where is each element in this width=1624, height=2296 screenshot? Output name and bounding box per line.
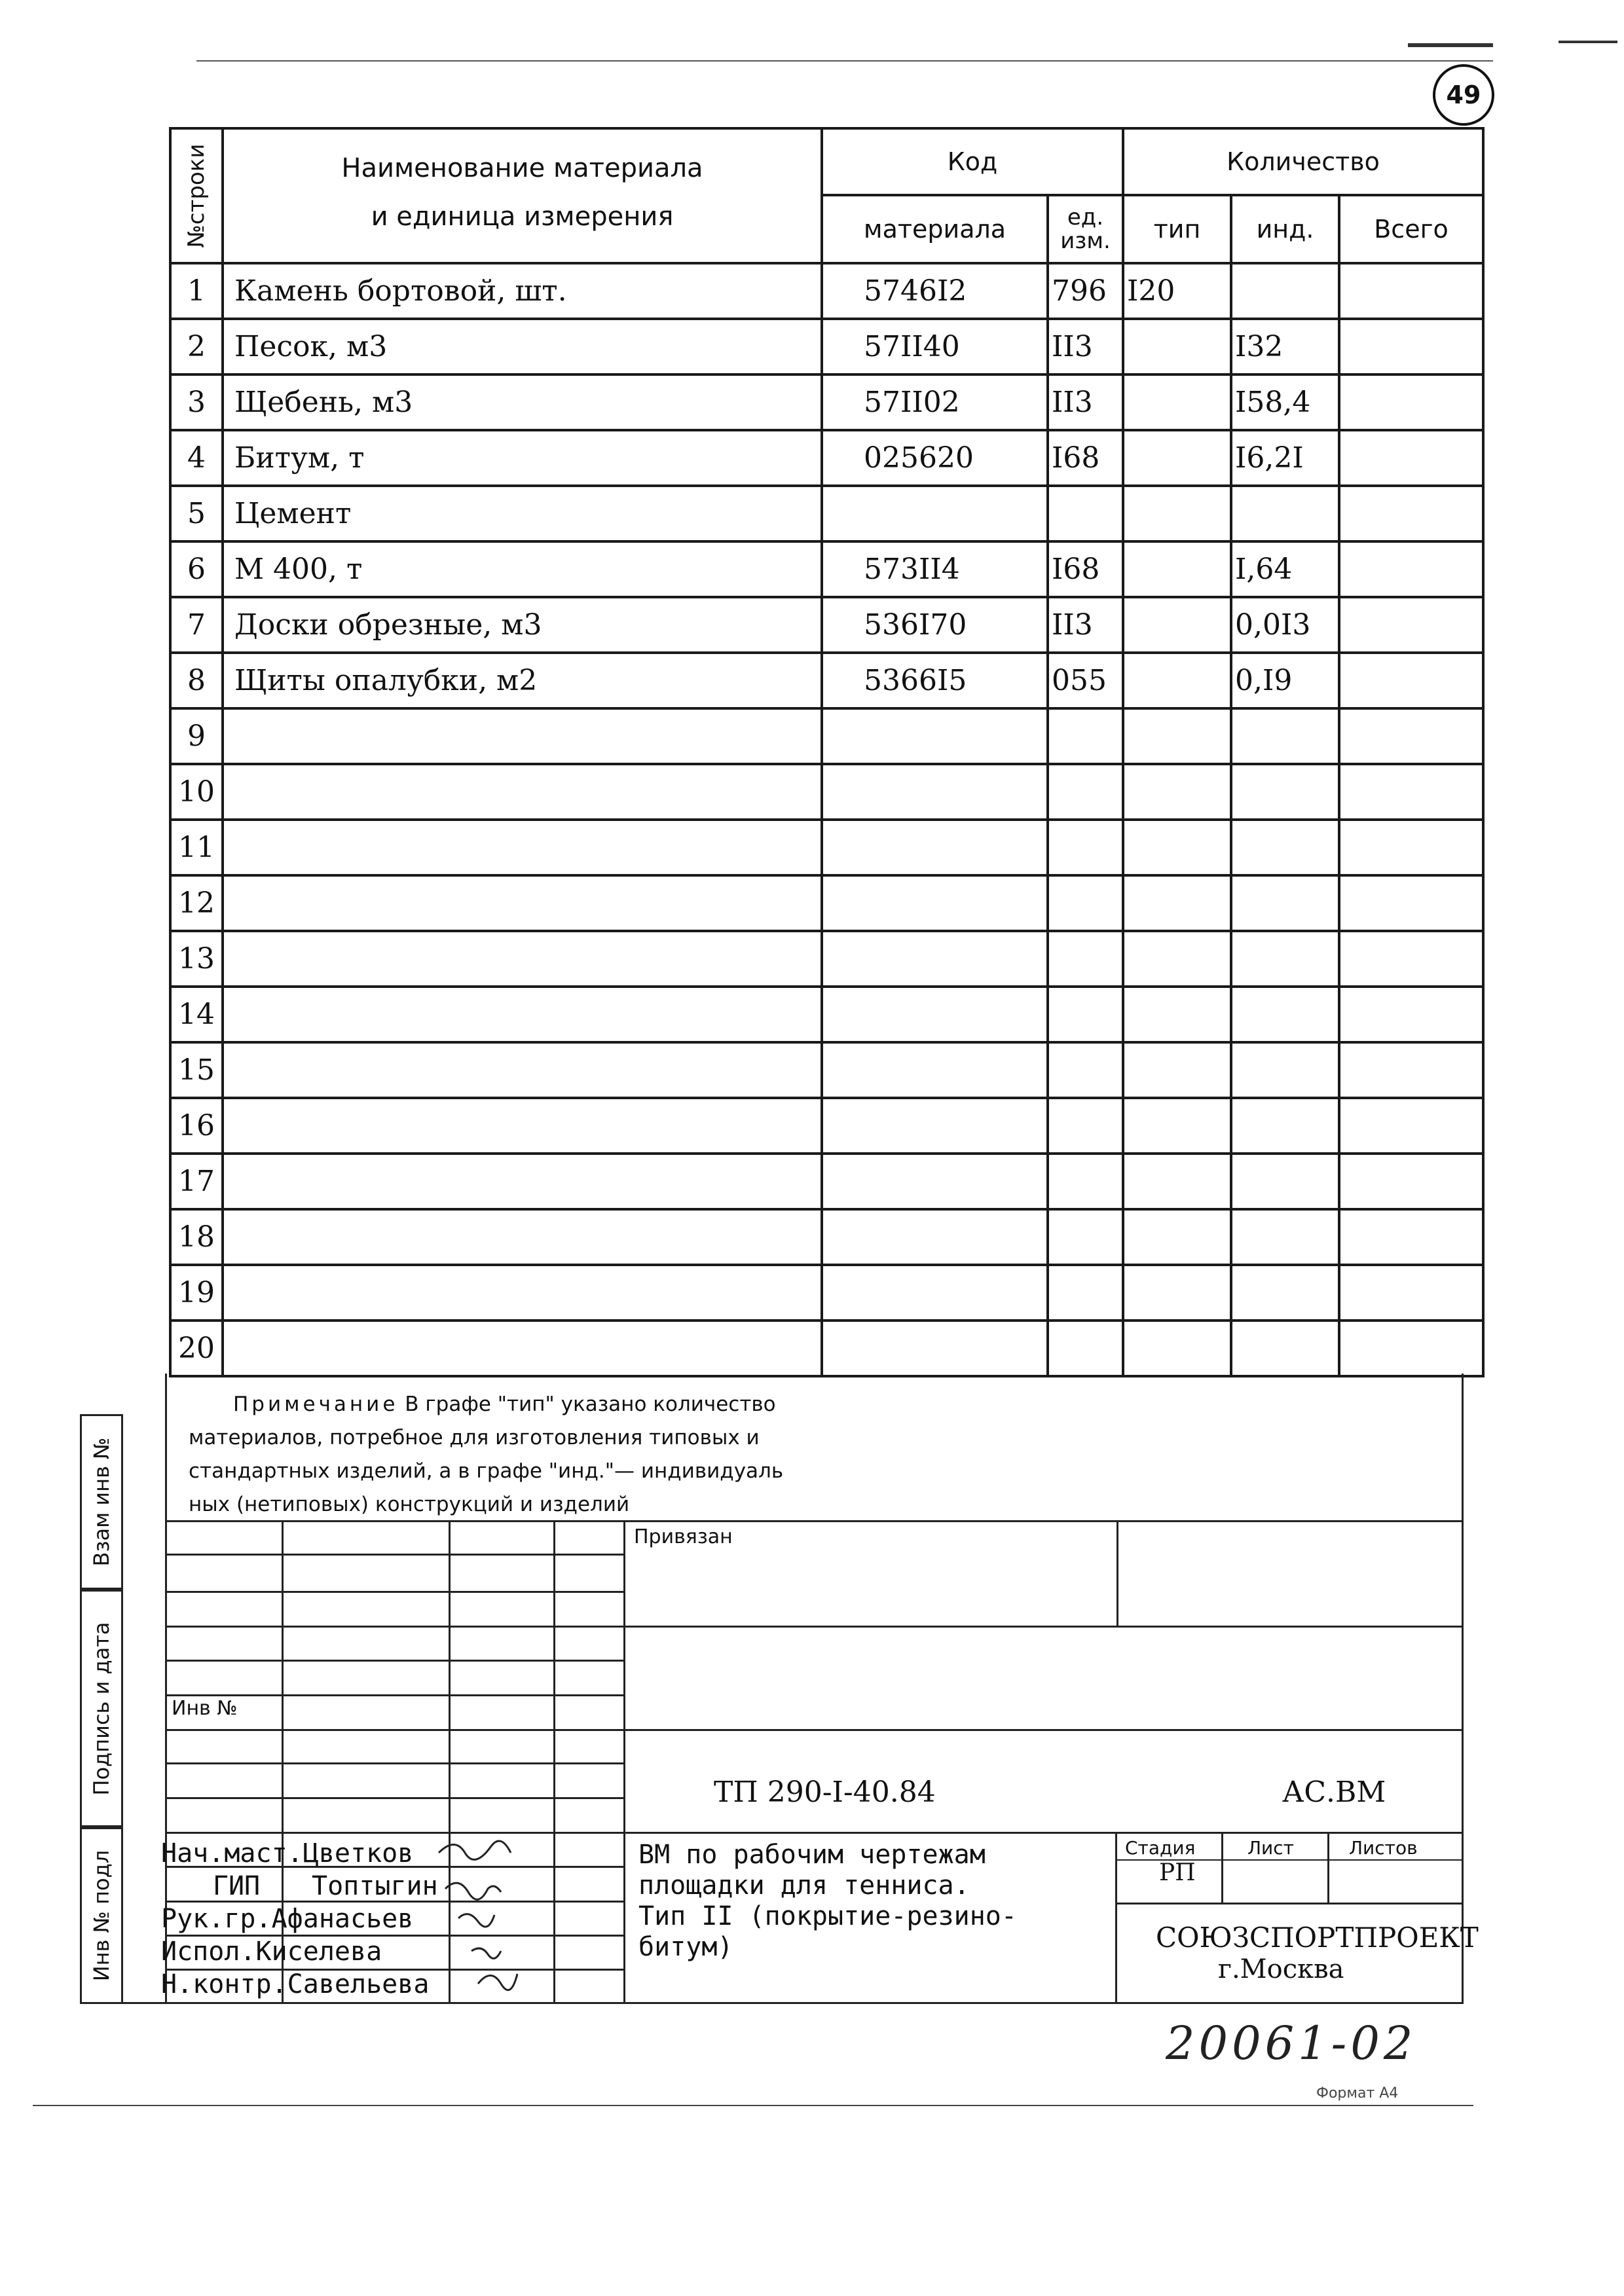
material-code-cell: 57II02 — [822, 374, 1048, 430]
notes-line-3: стандартных изделий, а в графе "инд."— индивидуаль — [189, 1459, 784, 1483]
notes-title: Примечание — [233, 1393, 399, 1416]
individual-qty-cell: I,64 — [1231, 541, 1339, 597]
row-number-cell: 8 — [170, 653, 223, 708]
table-row — [170, 486, 1483, 541]
unit-cell — [1048, 987, 1123, 1042]
type-qty-cell — [1123, 875, 1231, 931]
table-row — [170, 263, 1483, 319]
material-name-cell: Битум, т — [223, 430, 822, 486]
table-row — [170, 820, 1483, 875]
table-row — [170, 1265, 1483, 1321]
type-qty-cell — [1123, 1098, 1231, 1154]
unit-header: ед. изм. — [1048, 195, 1123, 263]
material-code-cell — [822, 764, 1048, 820]
signature-1 — [439, 1841, 511, 1859]
row-number-cell: 17 — [170, 1154, 223, 1209]
unit-cell — [1048, 708, 1123, 764]
type-qty-cell — [1123, 319, 1231, 374]
unit-cell — [1048, 820, 1123, 875]
tb-bottom-line — [80, 2002, 1464, 2004]
document-description — [638, 1840, 1017, 1963]
quantity-group-header: Количество — [1123, 128, 1483, 195]
type-qty-cell: I20 — [1123, 263, 1231, 319]
sheet-number: 49 — [1433, 64, 1494, 126]
total-qty-cell — [1339, 820, 1483, 875]
individual-qty-cell — [1231, 708, 1339, 764]
bottom-border-line — [33, 2105, 1473, 2106]
signature-2 — [445, 1883, 501, 1899]
materials-table-body — [170, 263, 1483, 1376]
type-qty-cell — [1123, 1042, 1231, 1098]
total-qty-cell — [1339, 541, 1483, 597]
row-number-cell: 14 — [170, 987, 223, 1042]
unit-cell — [1048, 931, 1123, 987]
type-qty-cell — [1123, 1209, 1231, 1265]
total-qty-cell — [1339, 374, 1483, 430]
type-qty-cell — [1123, 820, 1231, 875]
row-number-cell: 13 — [170, 931, 223, 987]
unit-cell: I68 — [1048, 430, 1123, 486]
total-qty-cell — [1339, 430, 1483, 486]
type-qty-cell — [1123, 708, 1231, 764]
total-qty-cell — [1339, 1321, 1483, 1376]
tb-row-3 — [165, 1626, 1464, 1628]
individual-qty-cell — [1231, 1154, 1339, 1209]
unit-cell: II3 — [1048, 597, 1123, 653]
doc-code: ТП 290-I-40.84 — [714, 1776, 936, 1809]
material-name-cell — [223, 764, 822, 820]
tb-row-8 — [165, 1797, 623, 1799]
table-row — [170, 987, 1483, 1042]
sheet-label: Лист — [1247, 1837, 1294, 1859]
type-qty-cell — [1123, 430, 1231, 486]
row-number-cell: 18 — [170, 1209, 223, 1265]
attached-label: Привязан — [634, 1525, 733, 1548]
row-number-cell: 3 — [170, 374, 223, 430]
material-code-cell — [822, 987, 1048, 1042]
table-row — [170, 374, 1483, 430]
top-scan-mark — [1408, 43, 1493, 47]
material-code-cell: 573II4 — [822, 541, 1048, 597]
notes-bottom-line — [165, 1520, 1464, 1522]
total-qty-cell — [1339, 764, 1483, 820]
row-number-cell: 5 — [170, 486, 223, 541]
stage-bottom-line — [1115, 1903, 1462, 1904]
material-code-cell: 5366I5 — [822, 653, 1048, 708]
unit-cell — [1048, 875, 1123, 931]
total-qty-cell — [1339, 1042, 1483, 1098]
stage-col-divider-1 — [1221, 1832, 1223, 1904]
total-qty-cell — [1339, 486, 1483, 541]
stage-label: Стадия — [1125, 1837, 1196, 1859]
signature-3 — [458, 1914, 494, 1927]
row-number-cell: 6 — [170, 541, 223, 597]
material-name-cell — [223, 1042, 822, 1098]
individual-qty-cell — [1231, 1209, 1339, 1265]
individual-qty-cell: I32 — [1231, 319, 1339, 374]
unit-cell: 796 — [1048, 263, 1123, 319]
table-row — [170, 931, 1483, 987]
material-name-cell — [223, 1098, 822, 1154]
unit-cell — [1048, 1098, 1123, 1154]
material-name-cell — [223, 1321, 822, 1376]
type-qty-cell — [1123, 374, 1231, 430]
side-replaced-inv-cell: Взам инв № — [80, 1414, 123, 1590]
individual-qty-cell — [1231, 875, 1339, 931]
inv-no-label: Инв № — [172, 1697, 238, 1720]
description-line-4: битум) — [638, 1932, 733, 1962]
top-scan-mark-right — [1559, 41, 1617, 43]
table-row — [170, 653, 1483, 708]
unit-cell: II3 — [1048, 319, 1123, 374]
type-qty-cell — [1123, 486, 1231, 541]
table-row — [170, 597, 1483, 653]
table-row — [170, 319, 1483, 374]
notes-line-4: ных (нетиповых) конструкций и изделий — [189, 1493, 630, 1516]
individual-qty-cell — [1231, 1265, 1339, 1321]
top-border-line — [196, 60, 1493, 62]
individual-qty-cell: I6,2I — [1231, 430, 1339, 486]
material-code-cell — [822, 1098, 1048, 1154]
type-qty-cell — [1123, 541, 1231, 597]
unit-cell — [1048, 1209, 1123, 1265]
material-name-cell — [223, 931, 822, 987]
material-name-cell: Песок, м3 — [223, 319, 822, 374]
material-code-cell — [822, 708, 1048, 764]
stage-col-divider-2 — [1327, 1832, 1329, 1904]
unit-cell — [1048, 1154, 1123, 1209]
individual-qty-cell: I58,4 — [1231, 374, 1339, 430]
unit-cell: II3 — [1048, 374, 1123, 430]
total-qty-cell — [1339, 1265, 1483, 1321]
type-qty-cell — [1123, 931, 1231, 987]
material-name-cell — [223, 1154, 822, 1209]
row-number-cell: 11 — [170, 820, 223, 875]
archive-number: 20061-02 — [1166, 2016, 1417, 2070]
staff-row-5: Н.контр.Савельева — [161, 1969, 430, 1999]
material-code-cell — [822, 1209, 1048, 1265]
total-qty-cell — [1339, 597, 1483, 653]
type-qty-cell — [1123, 1265, 1231, 1321]
individual-header: инд. — [1231, 195, 1339, 263]
staff-row-3: Рук.гр.Афанасьев — [161, 1904, 414, 1934]
row-number-cell: 16 — [170, 1098, 223, 1154]
materials-table — [169, 127, 1485, 1377]
material-name-cell: Щиты опалубки, м2 — [223, 653, 822, 708]
material-name-cell: М 400, т — [223, 541, 822, 597]
material-code-cell — [822, 1154, 1048, 1209]
unit-cell — [1048, 1321, 1123, 1376]
total-qty-cell — [1339, 319, 1483, 374]
format-label: Формат А4 — [1316, 2085, 1399, 2102]
notes-block — [189, 1388, 1007, 1522]
unit-cell — [1048, 1042, 1123, 1098]
total-qty-cell — [1339, 1154, 1483, 1209]
total-qty-cell — [1339, 987, 1483, 1042]
material-name-cell: Камень бортовой, шт. — [223, 263, 822, 319]
row-number-cell: 4 — [170, 430, 223, 486]
row-number-cell: 12 — [170, 875, 223, 931]
staff-row-1: Нач.маст.Цветков — [161, 1838, 414, 1868]
type-qty-cell — [1123, 597, 1231, 653]
total-qty-cell — [1339, 875, 1483, 931]
unit-cell — [1048, 486, 1123, 541]
material-code-cell — [822, 820, 1048, 875]
signatures-svg — [393, 1827, 589, 2003]
staff-row-2: ГИП Топтыгин — [212, 1871, 438, 1901]
material-code-cell — [822, 1265, 1048, 1321]
row-number-cell: 2 — [170, 319, 223, 374]
stage-left-border — [1115, 1832, 1117, 2002]
material-name-cell — [223, 987, 822, 1042]
material-name-cell — [223, 820, 822, 875]
tb-row-1 — [165, 1554, 623, 1556]
row-number-cell: 9 — [170, 708, 223, 764]
description-line-3: Тип II (покрытие-резино- — [638, 1901, 1017, 1931]
side-signature-date-cell: Подпись и дата — [80, 1590, 123, 1827]
table-row — [170, 1209, 1483, 1265]
row-number-cell: 7 — [170, 597, 223, 653]
individual-qty-cell — [1231, 931, 1339, 987]
table-row — [170, 1098, 1483, 1154]
total-qty-cell — [1339, 263, 1483, 319]
type-qty-cell — [1123, 1321, 1231, 1376]
total-header: Всего — [1339, 195, 1483, 263]
material-code-cell: 57II40 — [822, 319, 1048, 374]
signature-5 — [478, 1974, 517, 1990]
table-row — [170, 764, 1483, 820]
staff-row-4: Испол.Киселева — [161, 1937, 382, 1967]
tb-attached-divider — [1116, 1520, 1118, 1626]
individual-qty-cell — [1231, 486, 1339, 541]
individual-qty-cell — [1231, 987, 1339, 1042]
material-code-cell — [822, 1321, 1048, 1376]
code-group-header: Код — [822, 128, 1123, 195]
material-code-cell: 536I70 — [822, 597, 1048, 653]
doc-mark: АС.ВМ — [1282, 1776, 1386, 1809]
individual-qty-cell — [1231, 263, 1339, 319]
organization-name: СОЮЗСПОРТПРОЕКТ — [1156, 1922, 1479, 1954]
row-number-cell: 1 — [170, 263, 223, 319]
signature-4 — [471, 1948, 501, 1958]
type-qty-cell — [1123, 764, 1231, 820]
total-qty-cell — [1339, 653, 1483, 708]
tb-row-5 — [165, 1694, 623, 1696]
material-code-cell — [822, 875, 1048, 931]
notes-line-1: В графе "тип" указано количество — [405, 1393, 776, 1416]
table-row — [170, 875, 1483, 931]
sheets-label: Листов — [1349, 1837, 1418, 1859]
table-row — [170, 430, 1483, 486]
material-code-cell: 025620 — [822, 430, 1048, 486]
row-number-cell: 19 — [170, 1265, 223, 1321]
individual-qty-cell — [1231, 764, 1339, 820]
row-number-cell: 20 — [170, 1321, 223, 1376]
table-row — [170, 708, 1483, 764]
notes-line-2: материалов, потребное для изготовления типовых и — [189, 1426, 760, 1449]
table-row — [170, 1321, 1483, 1376]
side-orig-inv-cell: Инв № подл — [80, 1827, 123, 2004]
tb-col-4 — [623, 1520, 625, 2003]
total-qty-cell — [1339, 1209, 1483, 1265]
organization-city: г.Москва — [1218, 1954, 1344, 1984]
description-line-2: площадки для тенниса. — [638, 1870, 970, 1901]
material-name-cell: Щебень, м3 — [223, 374, 822, 430]
table-row — [170, 1154, 1483, 1209]
total-qty-cell — [1339, 931, 1483, 987]
tb-row-6 — [165, 1729, 1464, 1731]
material-name-cell — [223, 1265, 822, 1321]
individual-qty-cell: 0,0I3 — [1231, 597, 1339, 653]
individual-qty-cell: 0,I9 — [1231, 653, 1339, 708]
material-code-cell — [822, 1042, 1048, 1098]
unit-cell: 055 — [1048, 653, 1123, 708]
unit-cell: I68 — [1048, 541, 1123, 597]
row-number-cell: 15 — [170, 1042, 223, 1098]
material-name-cell — [223, 875, 822, 931]
individual-qty-cell — [1231, 1098, 1339, 1154]
stage-value: РП — [1159, 1859, 1196, 1886]
tb-row-4 — [165, 1660, 623, 1662]
material-code-cell — [822, 931, 1048, 987]
tb-row-7 — [165, 1762, 623, 1764]
material-name-cell — [223, 1209, 822, 1265]
material-code-cell: 5746I2 — [822, 263, 1048, 319]
material-name-cell: Доски обрезные, м3 — [223, 597, 822, 653]
row-number-cell: 10 — [170, 764, 223, 820]
description-line-1: ВМ по рабочим чертежам — [638, 1840, 986, 1870]
material-name-header: Наименование материала и единица измерения — [223, 128, 822, 263]
unit-cell — [1048, 1265, 1123, 1321]
notes-right-border — [1462, 1374, 1464, 2002]
total-qty-cell — [1339, 1098, 1483, 1154]
material-name-cell — [223, 708, 822, 764]
table-row — [170, 1042, 1483, 1098]
type-qty-cell — [1123, 653, 1231, 708]
total-qty-cell — [1339, 708, 1483, 764]
tb-row-2 — [165, 1591, 623, 1593]
unit-cell — [1048, 764, 1123, 820]
individual-qty-cell — [1231, 1321, 1339, 1376]
tb-row-9 — [165, 1832, 1464, 1834]
row-number-header: №строки — [170, 128, 223, 263]
individual-qty-cell — [1231, 820, 1339, 875]
table-row — [170, 541, 1483, 597]
type-qty-cell — [1123, 1154, 1231, 1209]
type-header: тип — [1123, 195, 1231, 263]
material-name-cell: Цемент — [223, 486, 822, 541]
individual-qty-cell — [1231, 1042, 1339, 1098]
material-code-header: материала — [822, 195, 1048, 263]
material-code-cell — [822, 486, 1048, 541]
type-qty-cell — [1123, 987, 1231, 1042]
